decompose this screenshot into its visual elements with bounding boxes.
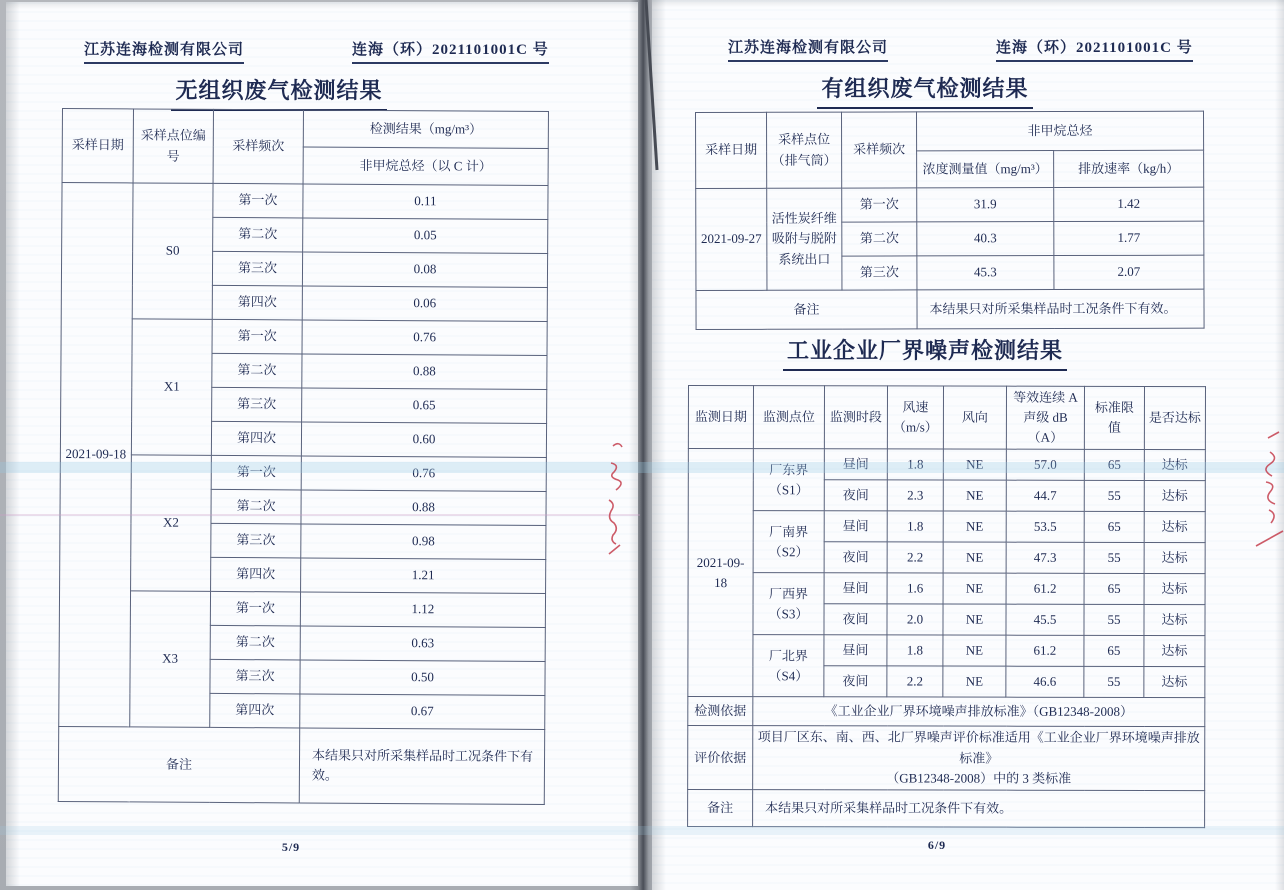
cell-compliance: 达标 [1144,605,1205,636]
cell-value: 0.50 [300,660,545,695]
cell-level: 45.5 [1006,605,1084,636]
remark-label: 备注 [688,789,753,826]
cell-frequency: 第四次 [212,285,302,320]
report-number: 连海（环）2021101001C 号 [352,38,549,64]
cell-date: 2021-09-27 [696,188,767,290]
cell-frequency: 第三次 [212,387,302,422]
cell-period: 昼间 [824,511,887,542]
header-sample-frequency: 采样频次 [213,109,303,184]
company-name: 江苏连海检测有限公司 [84,38,244,64]
cell-value: 0.88 [301,490,546,525]
cell-frequency: 第二次 [213,217,303,252]
cell-rate: 2.07 [1054,255,1204,289]
cell-period: 夜间 [824,480,887,511]
table-row [688,573,1205,605]
cell-frequency: 第三次 [211,523,301,558]
table-row [688,511,1205,543]
cell-wind-speed: 2.2 [887,666,943,697]
cell-limit: 65 [1084,574,1144,605]
cell-wind-direction: NE [943,635,1006,666]
cell-limit: 65 [1084,512,1144,543]
cell-compliance: 达标 [1144,450,1205,481]
organized-gas-table [695,111,1205,330]
table-row [61,318,547,355]
table-row [62,183,548,220]
evaluation-text: 项目厂区东、南、西、北厂界噪声评价标准适用《工业企业厂界环境噪声排放标准》 （GB12348-2008）中的 3 类标准 [753,726,1205,790]
report-number: 连海（环）2021101001C 号 [996,36,1193,62]
cell-value: 0.11 [303,184,548,219]
header-limit: 标准限值 [1084,386,1144,450]
cell-date: 2021-09-18 [59,183,133,727]
cell-value: 0.06 [302,286,547,321]
header-wind-speed: 风速 （m/s） [887,386,943,450]
basis-text: 《工业企业厂界环境噪声排放标准》（GB12348-2008） [753,697,1205,727]
header-monitor-period: 监测时段 [824,386,887,450]
cell-level: 61.2 [1006,574,1084,605]
cell-frequency: 第二次 [210,625,300,660]
evaluation-row [688,726,1205,791]
cell-point: 厂西界 （S3） [753,573,824,635]
cell-frequency: 第一次 [212,319,302,354]
table-header-row [62,109,548,149]
cell-point: 厂东界 （S1） [753,449,824,511]
table-row [688,635,1205,667]
cell-point: S0 [132,183,213,319]
cell-frequency: 第一次 [213,183,303,218]
cell-compliance: 达标 [1144,667,1205,698]
cell-value: 1.21 [301,558,546,593]
cell-wind-direction: NE [943,480,1006,511]
cell-period: 昼间 [824,635,887,666]
page-number: 6/9 [927,838,947,852]
header-group: 非甲烷总烃 [917,111,1204,151]
cell-point: X1 [131,319,212,455]
table-header-row [688,386,1205,451]
cell-value: 0.67 [300,694,545,729]
cell-date: 2021-09-18 [688,449,754,697]
cell-wind-speed: 1.8 [887,449,943,480]
header-sound-level: 等效连续 A 声级 dB（A） [1006,386,1084,450]
cell-limit: 55 [1084,543,1144,574]
cell-rate: 1.77 [1054,221,1204,255]
cell-value: 0.98 [301,524,546,559]
remark-row [688,789,1205,827]
table-row [59,590,545,627]
cell-wind-direction: NE [943,542,1006,573]
header-sample-point: 采样点位编 号 [133,109,213,183]
cell-compliance: 达标 [1144,481,1205,512]
remark-text: 本结果只对所采集样品时工况条件下有效。 [917,289,1204,329]
cell-value: 0.05 [303,218,548,253]
cell-wind-direction: NE [943,511,1006,542]
cell-wind-speed: 2.3 [887,480,943,511]
remark-text: 本结果只对所采集样品时工况条件下有效。 [299,728,544,804]
cell-level: 53.5 [1006,512,1084,543]
cell-level: 44.7 [1006,481,1084,512]
table-row [688,449,1205,481]
header-compliance: 是否达标 [1144,386,1205,450]
cell-value: 0.08 [302,252,547,287]
company-name: 江苏连海检测有限公司 [728,36,888,62]
basis-label: 检测依据 [688,697,753,726]
cell-wind-speed: 1.8 [887,511,943,542]
header-monitor-point: 监测点位 [753,386,824,450]
cell-limit: 65 [1084,636,1144,667]
gas-section-title-text: 有组织废气检测结果 [817,72,1032,109]
cell-wind-direction: NE [943,666,1006,697]
cell-frequency: 第二次 [212,353,302,388]
gas-section-title [652,72,1198,109]
noise-section-title [652,334,1198,371]
cell-limit: 55 [1084,605,1144,636]
cell-compliance: 达标 [1144,636,1205,667]
cell-point: X3 [130,591,211,727]
cell-frequency: 第三次 [212,251,302,286]
cell-period: 昼间 [824,449,887,480]
cell-wind-speed: 1.6 [887,573,943,604]
cell-compliance: 达标 [1144,512,1205,543]
cell-level: 46.6 [1006,667,1084,698]
cell-frequency: 第三次 [210,659,300,694]
header-sample-date: 采样日期 [62,109,133,183]
header-result-sub: 非甲烷总烃（以 C 计） [303,147,548,185]
cell-level: 61.2 [1006,636,1084,667]
cell-compliance: 达标 [1144,574,1205,605]
cell-frequency: 第一次 [210,591,300,626]
header-sample-frequency: 采样频次 [842,112,917,188]
header-monitor-date: 监测日期 [688,386,753,450]
cell-wind-direction: NE [943,573,1006,604]
remark-text: 本结果只对所采集样品时工况条件下有效。 [753,789,1205,827]
cell-wind-speed: 2.2 [887,542,943,573]
cell-frequency: 第四次 [210,693,300,728]
cell-period: 昼间 [824,573,887,604]
cell-period: 夜间 [824,666,887,697]
cell-frequency: 第四次 [211,557,301,592]
cell-concentration: 45.3 [917,256,1054,290]
remark-label: 备注 [58,726,299,802]
remark-label: 备注 [696,290,917,330]
cell-wind-direction: NE [943,604,1006,635]
header-sample-point: 采样点位 （排气筒） [767,112,842,188]
table-row [696,187,1204,222]
table-header-row [696,111,1204,151]
cell-compliance: 达标 [1144,543,1205,574]
header-result: 检测结果（mg/m³） [303,110,548,148]
cell-frequency: 第一次 [211,455,301,490]
cell-value: 0.60 [301,422,546,457]
cell-point: 活性炭纤维 吸附与脱附 系统出口 [767,188,842,290]
page-title [6,74,552,111]
cell-rate: 1.42 [1054,187,1204,221]
cell-level: 57.0 [1006,450,1084,481]
cell-frequency: 第二次 [211,489,301,524]
cell-wind-speed: 2.0 [887,604,943,635]
cell-wind-speed: 1.8 [887,635,943,666]
evaluation-label: 评价依据 [688,726,753,790]
cell-value: 0.88 [302,354,547,389]
cell-value: 0.76 [302,320,547,355]
cell-value: 0.65 [302,388,547,423]
page-title-text: 无组织废气检测结果 [171,74,386,111]
page-number: 5/9 [281,840,301,854]
cell-wind-direction: NE [943,449,1006,480]
cell-period: 夜间 [824,604,887,635]
header-wind-direction: 风向 [943,386,1006,450]
cell-frequency: 第一次 [842,188,917,222]
cell-frequency: 第二次 [842,222,917,256]
cell-value: 0.76 [301,456,546,491]
cell-concentration: 31.9 [917,188,1054,222]
cell-frequency: 第三次 [842,256,917,290]
cell-point: 厂南界 （S2） [753,511,824,573]
cell-value: 0.63 [300,626,545,661]
remark-row [696,289,1204,329]
cell-period: 夜间 [824,542,887,573]
cell-point: 厂北界 （S4） [753,635,824,697]
noise-table [687,385,1206,828]
cell-frequency: 第四次 [211,421,301,456]
cell-value: 1.12 [300,592,545,627]
cell-limit: 65 [1084,450,1144,481]
cell-concentration: 40.3 [917,222,1054,256]
table-row [60,454,546,491]
unorganized-gas-table [58,108,549,805]
header-rate: 排放速率（kg/h） [1054,150,1204,187]
noise-section-title-text: 工业企业厂界噪声检测结果 [783,334,1067,371]
remark-row [58,726,544,804]
header-concentration: 浓度测量值（mg/m³） [917,151,1054,188]
cell-limit: 55 [1084,481,1144,512]
page-left [6,2,638,886]
basis-row [688,697,1205,727]
cell-point: X2 [131,455,212,591]
header-sample-date: 采样日期 [696,112,767,188]
cell-level: 47.3 [1006,543,1084,574]
page-right [652,0,1284,890]
cell-limit: 55 [1084,667,1144,698]
